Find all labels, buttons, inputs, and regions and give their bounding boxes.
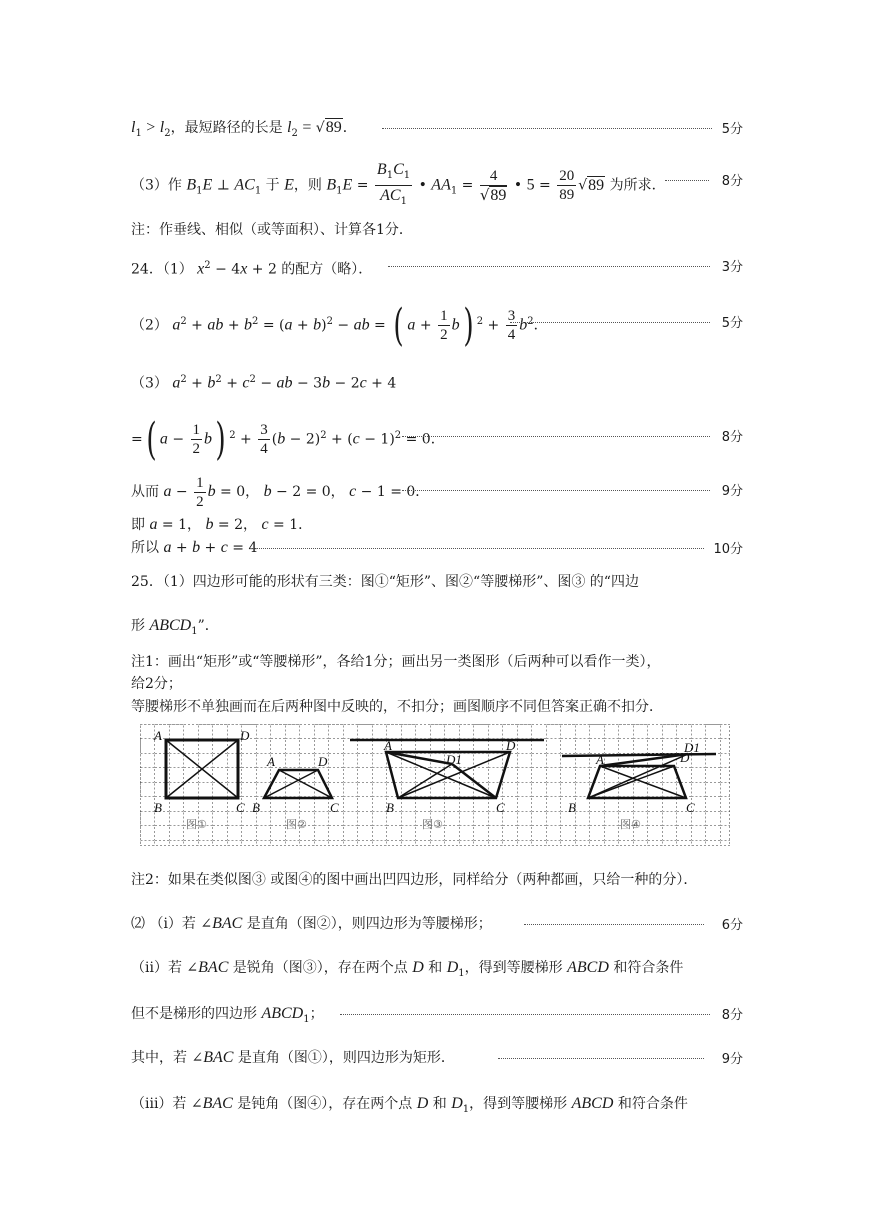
- q24-part3-eq: =( a − $\frac{1}{2}$ b) $^2$ + $\frac{3}{4}$ $(b - 2)^2 + (c - 1)^2 = 0$．: [131, 413, 445, 465]
- score-8b: 8分: [721, 430, 743, 445]
- score-5b: 5分: [721, 316, 743, 331]
- q24-part3-conc: 从而 a − $\frac{1}{2}$ b = 0， b − 2 = 0， c − 1 = 0．: [131, 474, 430, 510]
- q25-part1: 25．（1）四边形可能的形状有三类：图①“矩形”、图②“等腰梯形”、图③ 的“四边: [131, 574, 639, 590]
- q25-part1b: 形 $ABCD_1$”．: [131, 617, 219, 637]
- q24-sum: 所以 a + b + c = 4: [131, 539, 258, 556]
- score-5: 5分: [721, 122, 743, 137]
- fig4-label-b: B: [568, 800, 576, 815]
- leader-dots: [665, 180, 709, 181]
- leader-dots: [402, 490, 710, 491]
- q24-part3: （3） $a^2 + b^2 + c^2$ − ab − 3b − 2c + 4: [131, 374, 397, 392]
- note-2a: 注1：画出“矩形”或“等腰梯形”，各给1分；画出另一类图形（后两种可以看作一类），: [131, 654, 661, 670]
- line-b1e: （3）作 $B_1E$ ⊥ $AC_1$ 于 E，则 $B_1E$ = $\frac{B_1C_1}{AC_1}$ • $AA_1$ = $\frac{4}{√89}$ • 5 = $\frac{20}{89}$ √89 为所求．: [131, 161, 666, 207]
- fig4-label-c: C: [686, 800, 695, 815]
- fig1-label-b: B: [154, 800, 162, 815]
- fig1-label-a: A: [154, 728, 162, 743]
- fig1-label-d: D: [240, 728, 250, 743]
- note-2b: 给2分；: [131, 676, 182, 692]
- q24-values: 即 a = 1， b = 2， c = 1．: [131, 516, 313, 533]
- line-shortest-path: $l_1 > l_2$，最短路径的长是 $l_2 = √89$．: [131, 119, 357, 139]
- score-9b: 9分: [721, 1052, 743, 1067]
- fig4-caption: 图④: [620, 818, 641, 831]
- q25-part2-i: ⑵ （i）若 ∠BAC 是直角（图②），则四边形为等腰梯形；: [131, 915, 492, 932]
- fig2-caption: 图②: [286, 818, 307, 831]
- fig3-label-c: C: [496, 800, 505, 815]
- leader-dots: [388, 266, 710, 267]
- fig1-caption: 图①: [186, 818, 207, 831]
- score-6: 6分: [721, 918, 743, 933]
- fig4-label-d1: D1: [684, 740, 700, 755]
- fig3-label-b: B: [386, 800, 394, 815]
- leader-dots: [524, 924, 704, 925]
- fig2-label-d: D: [318, 754, 328, 769]
- note-3: 注2：如果在类似图③ 或图④的图中画出凹四边形，同样给分（两种都画，只给一种的分）．: [131, 872, 698, 888]
- leader-dots: [340, 1014, 710, 1015]
- fig4-label-d: D: [680, 750, 690, 765]
- score-9: 9分: [721, 484, 743, 499]
- fig1-label-c: C: [236, 800, 245, 815]
- q25-part2-ii: （ii）若 ∠BAC 是锐角（图③），存在两个点 D 和 $D_1$，得到等腰梯形 ABCD 和符合条件: [131, 959, 684, 979]
- fig2-label-c: C: [330, 800, 339, 815]
- fig2-label-b: B: [252, 800, 260, 815]
- note-1: 注：作垂线、相似（或等面积）、计算各1分．: [131, 222, 413, 238]
- q25-part2-iii: （iii）若 ∠BAC 是钝角（图④），存在两个点 D 和 $D_1$，得到等腰梯形 ABCD 和符合条件: [131, 1095, 688, 1115]
- fig3-label-a: A: [384, 738, 392, 753]
- fig2-label-a: A: [267, 754, 275, 769]
- note-2c: 等腰梯形不单独画而在后两种图中反映的，不扣分；画图顺序不同但答案正确不扣分．: [131, 699, 663, 715]
- q24-part2: （2） $a^2$ + ab + $b^2 = (a + b)^2$ − ab = ( a + $\frac{1}{2}$ b) $^2$ + $\frac{3}{4}$ $b^2$．: [131, 299, 548, 351]
- score-10: 10分: [713, 542, 743, 557]
- fig3-label-d1: D1: [446, 752, 462, 767]
- q25-part2-rect: 其中，若 ∠BAC 是直角（图①），则四边形为矩形．: [131, 1049, 455, 1066]
- q24-part1: 24．（1） $x^2 - 4x + 2$ 的配方（略）．: [131, 260, 373, 278]
- leader-dots: [498, 1058, 704, 1059]
- q25-part2-ii-cont: 但不是梯形的四边形 $ABCD_1$；: [131, 1005, 324, 1025]
- leader-dots: [402, 436, 710, 437]
- score-8: 8分: [721, 174, 743, 189]
- leader-dots: [252, 548, 704, 549]
- leader-dots: [382, 128, 712, 129]
- score-8c: 8分: [721, 1008, 743, 1023]
- fig3-caption: 图③: [422, 818, 443, 831]
- quadrilateral-figures: [140, 724, 730, 846]
- fig4-label-a: A: [596, 752, 604, 767]
- leader-dots: [510, 322, 710, 323]
- fig3-label-d: D: [506, 738, 516, 753]
- score-3: 3分: [721, 260, 743, 275]
